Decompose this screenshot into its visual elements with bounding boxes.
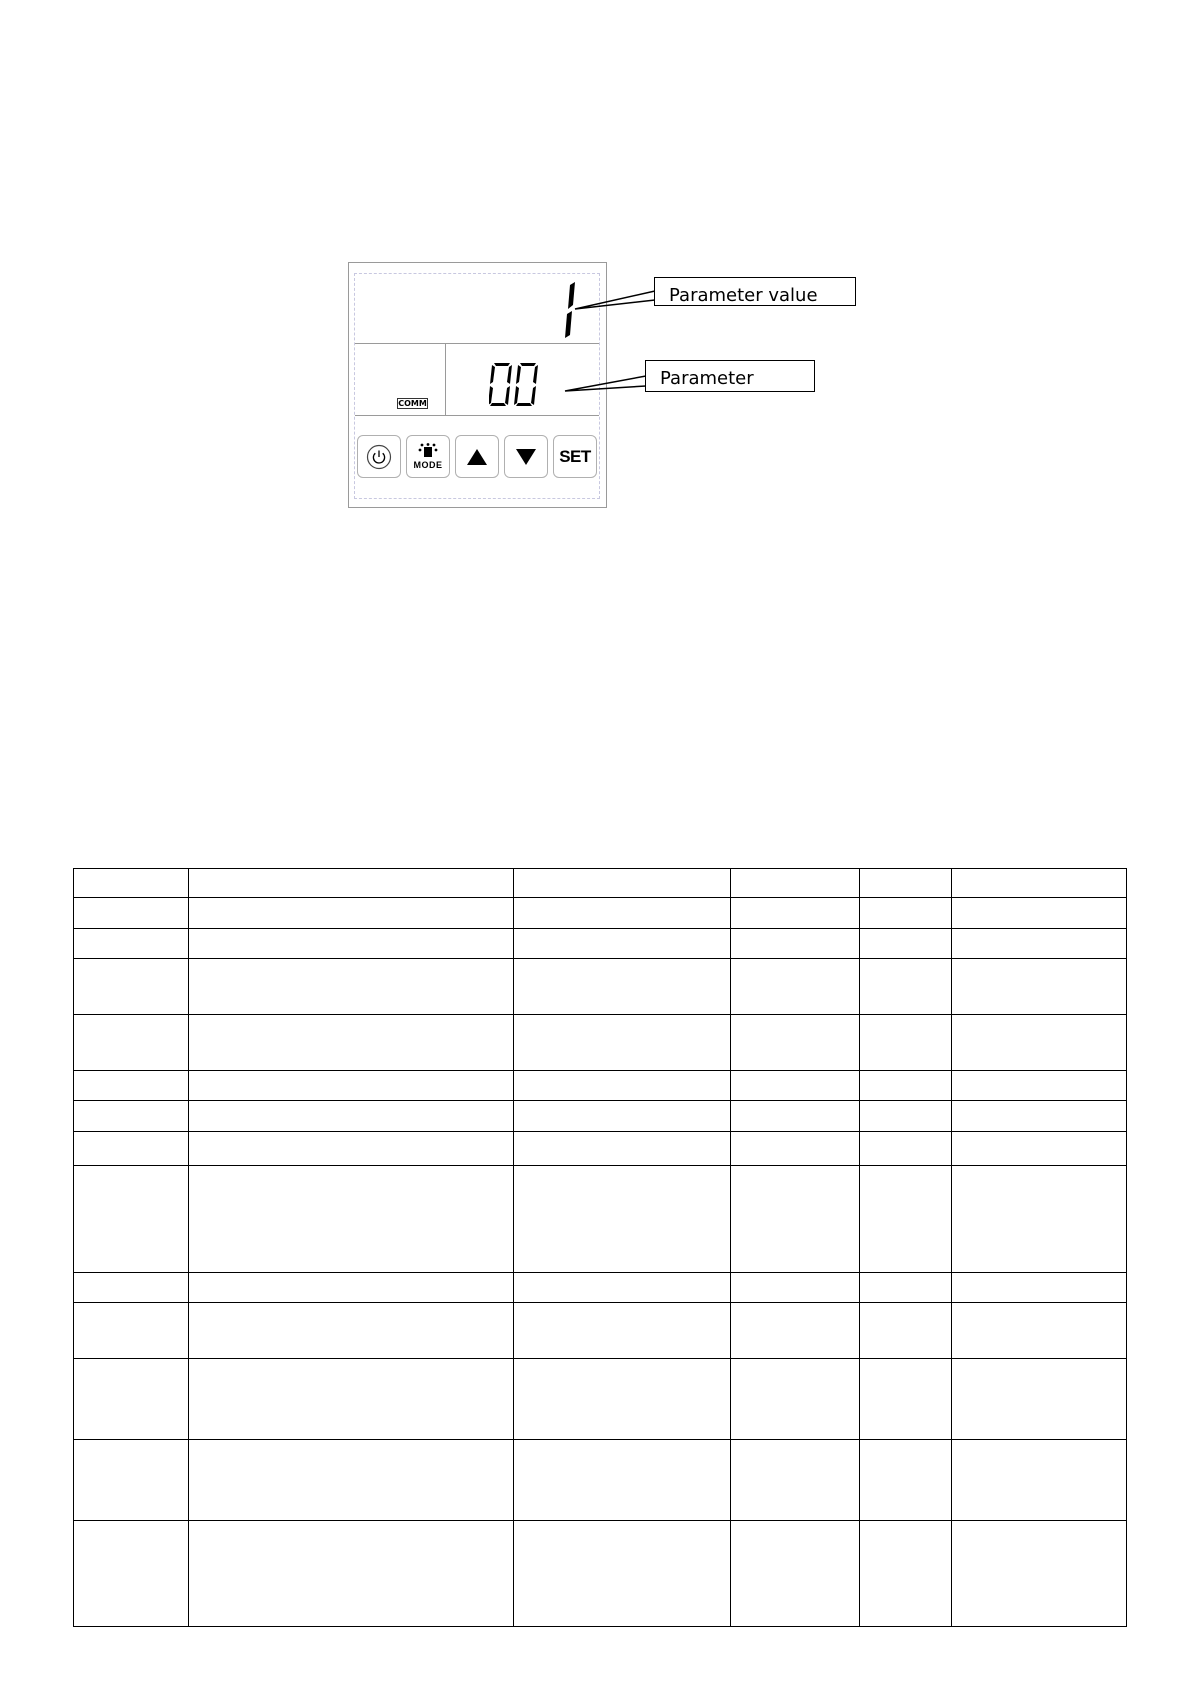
table-row bbox=[74, 898, 1127, 929]
parameter-value-digit bbox=[357, 278, 600, 350]
table-row bbox=[74, 1071, 1127, 1101]
callout-parameter-value bbox=[654, 277, 856, 306]
fan-mode-icon bbox=[417, 443, 439, 459]
set-button-label: SET bbox=[559, 446, 591, 466]
table-row bbox=[74, 1132, 1127, 1166]
triangle-down-icon bbox=[515, 448, 537, 466]
callout-parameter bbox=[645, 360, 815, 392]
display-divider-vertical bbox=[445, 343, 446, 416]
callout-parameter-label: Parameter bbox=[660, 368, 754, 389]
down-button[interactable] bbox=[504, 435, 548, 478]
parameter-value-display bbox=[357, 278, 600, 350]
table-row bbox=[74, 1273, 1127, 1303]
mode-button[interactable] bbox=[406, 435, 450, 478]
display-divider-top bbox=[355, 343, 599, 344]
power-icon bbox=[366, 444, 392, 470]
triangle-up-icon bbox=[466, 448, 488, 466]
display-divider-bottom bbox=[355, 415, 599, 416]
mode-button-label: MODE bbox=[413, 460, 443, 470]
table-row bbox=[74, 1359, 1127, 1440]
table-row bbox=[74, 1521, 1127, 1627]
up-button[interactable] bbox=[455, 435, 499, 478]
table-row bbox=[74, 1440, 1127, 1521]
table-row bbox=[74, 1101, 1127, 1132]
parameter-table bbox=[73, 868, 1127, 1627]
table-row bbox=[74, 1166, 1127, 1273]
table-row bbox=[74, 869, 1127, 898]
table-row bbox=[74, 929, 1127, 959]
table-row bbox=[74, 959, 1127, 1015]
table-row bbox=[74, 1303, 1127, 1359]
callout-parameter-value-label: Parameter value bbox=[669, 285, 818, 306]
table-row bbox=[74, 1015, 1127, 1071]
comm-indicator: COMM bbox=[398, 399, 427, 408]
power-button[interactable] bbox=[357, 435, 401, 478]
parameter-number-digits bbox=[489, 363, 539, 407]
set-button[interactable] bbox=[553, 435, 597, 478]
controller-panel bbox=[348, 262, 607, 508]
